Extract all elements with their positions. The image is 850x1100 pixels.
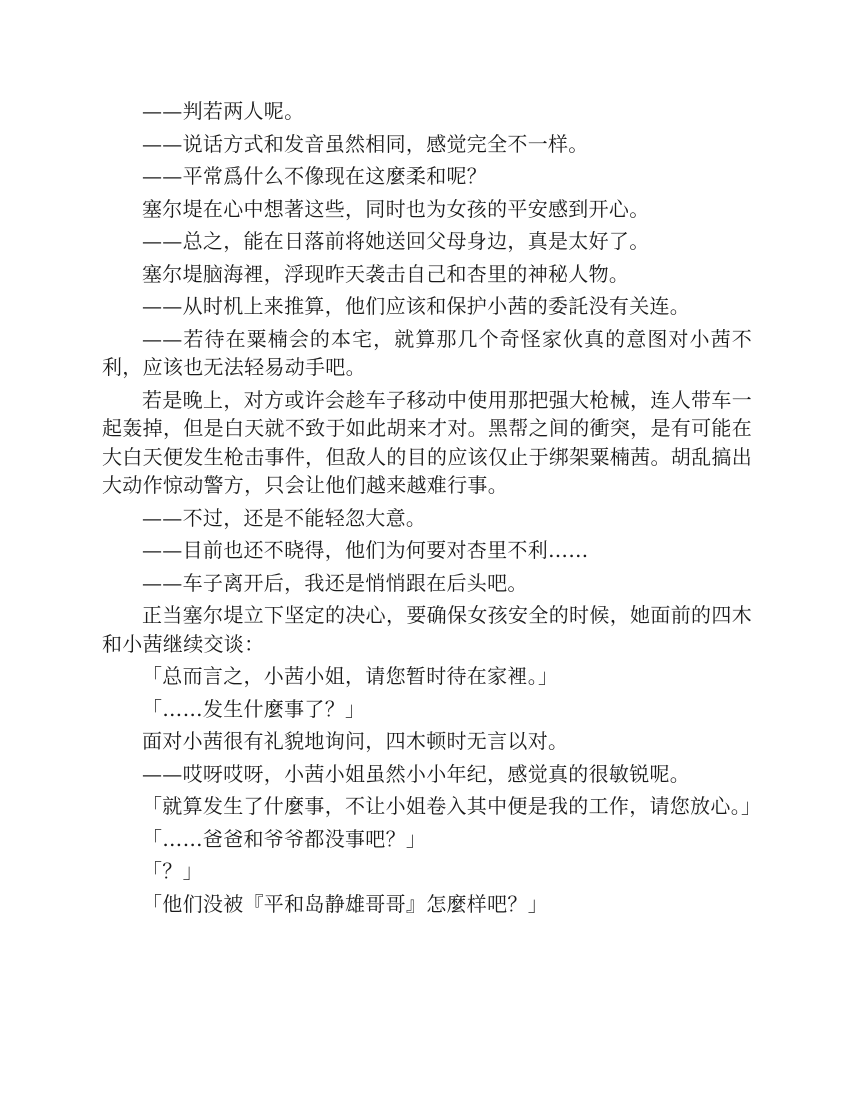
paragraph: 面对小茜很有礼貌地询问，四木顿时无言以对。: [142, 729, 569, 753]
paragraph: ——说话方式和发音虽然相同，感觉完全不一样。: [142, 131, 589, 156]
paragraph: ——总之，能在日落前将她送回父母身边，真是太好了。: [142, 229, 650, 253]
paragraph: ——不过，还是不能轻忽大意。: [142, 505, 427, 530]
paragraph: ——若待在粟楠会的本宅，就算那几个奇怪家伙真的意图对小茜不利，应该也无法轻易动手吧。: [102, 326, 752, 379]
paragraph: ——目前也还不晓得，他们为何要对杏里不利……: [142, 538, 589, 562]
paragraph: 「他们没被『平和岛静雄哥哥』怎麼样吧？」: [142, 891, 548, 916]
paragraph: ——从时机上来推算，他们应该和保护小茜的委託没有关连。: [142, 294, 691, 318]
paragraph: ——平常爲什么不像现在这麼柔和呢？: [142, 164, 488, 188]
paragraph: 「？」: [142, 859, 203, 883]
paragraph: ——车子离开后，我还是悄悄跟在后头吧。: [142, 570, 528, 595]
paragraph: ——哎呀哎呀，小茜小姐虽然小小年纪，感觉真的很敏锐呢。: [142, 761, 691, 786]
paragraph: 正当塞尔堤立下坚定的决心，要确保女孩安全的时候，她面前的四木和小茜继续交谈：: [102, 603, 752, 656]
text-column: [102, 97, 762, 922]
paragraph: ——判若两人呢。: [142, 99, 305, 123]
paragraph: 「……爸爸和爷爷都没事吧？」: [142, 826, 427, 851]
paragraph: 「总而言之，小茜小姐，请您暂时待在家裡。」: [142, 664, 559, 688]
paragraph: 塞尔堤脑海裡，浮现昨天袭击自己和杏里的神秘人物。: [142, 261, 630, 286]
paragraph: 「……发生什麼事了？」: [142, 696, 366, 721]
paragraph: 塞尔堤在心中想著这些，同时也为女孩的平安感到开心。: [142, 196, 650, 221]
paragraph: 「就算发生了什麼事，不让小姐卷入其中便是我的工作，请您放心。」: [142, 794, 762, 818]
paragraph: 若是晚上，对方或许会趁车子移动中使用那把强大枪械，连人带车一起轰掉，但是白天就不致于如此胡来才对。黑帮之间的衝突，是有可能在大白天便发生枪击事件，但敌人的目的应该仅止于绑架粟楠茜。胡乱搞出大动作惊动警方，只会让他们越来越难行事。: [102, 387, 752, 497]
